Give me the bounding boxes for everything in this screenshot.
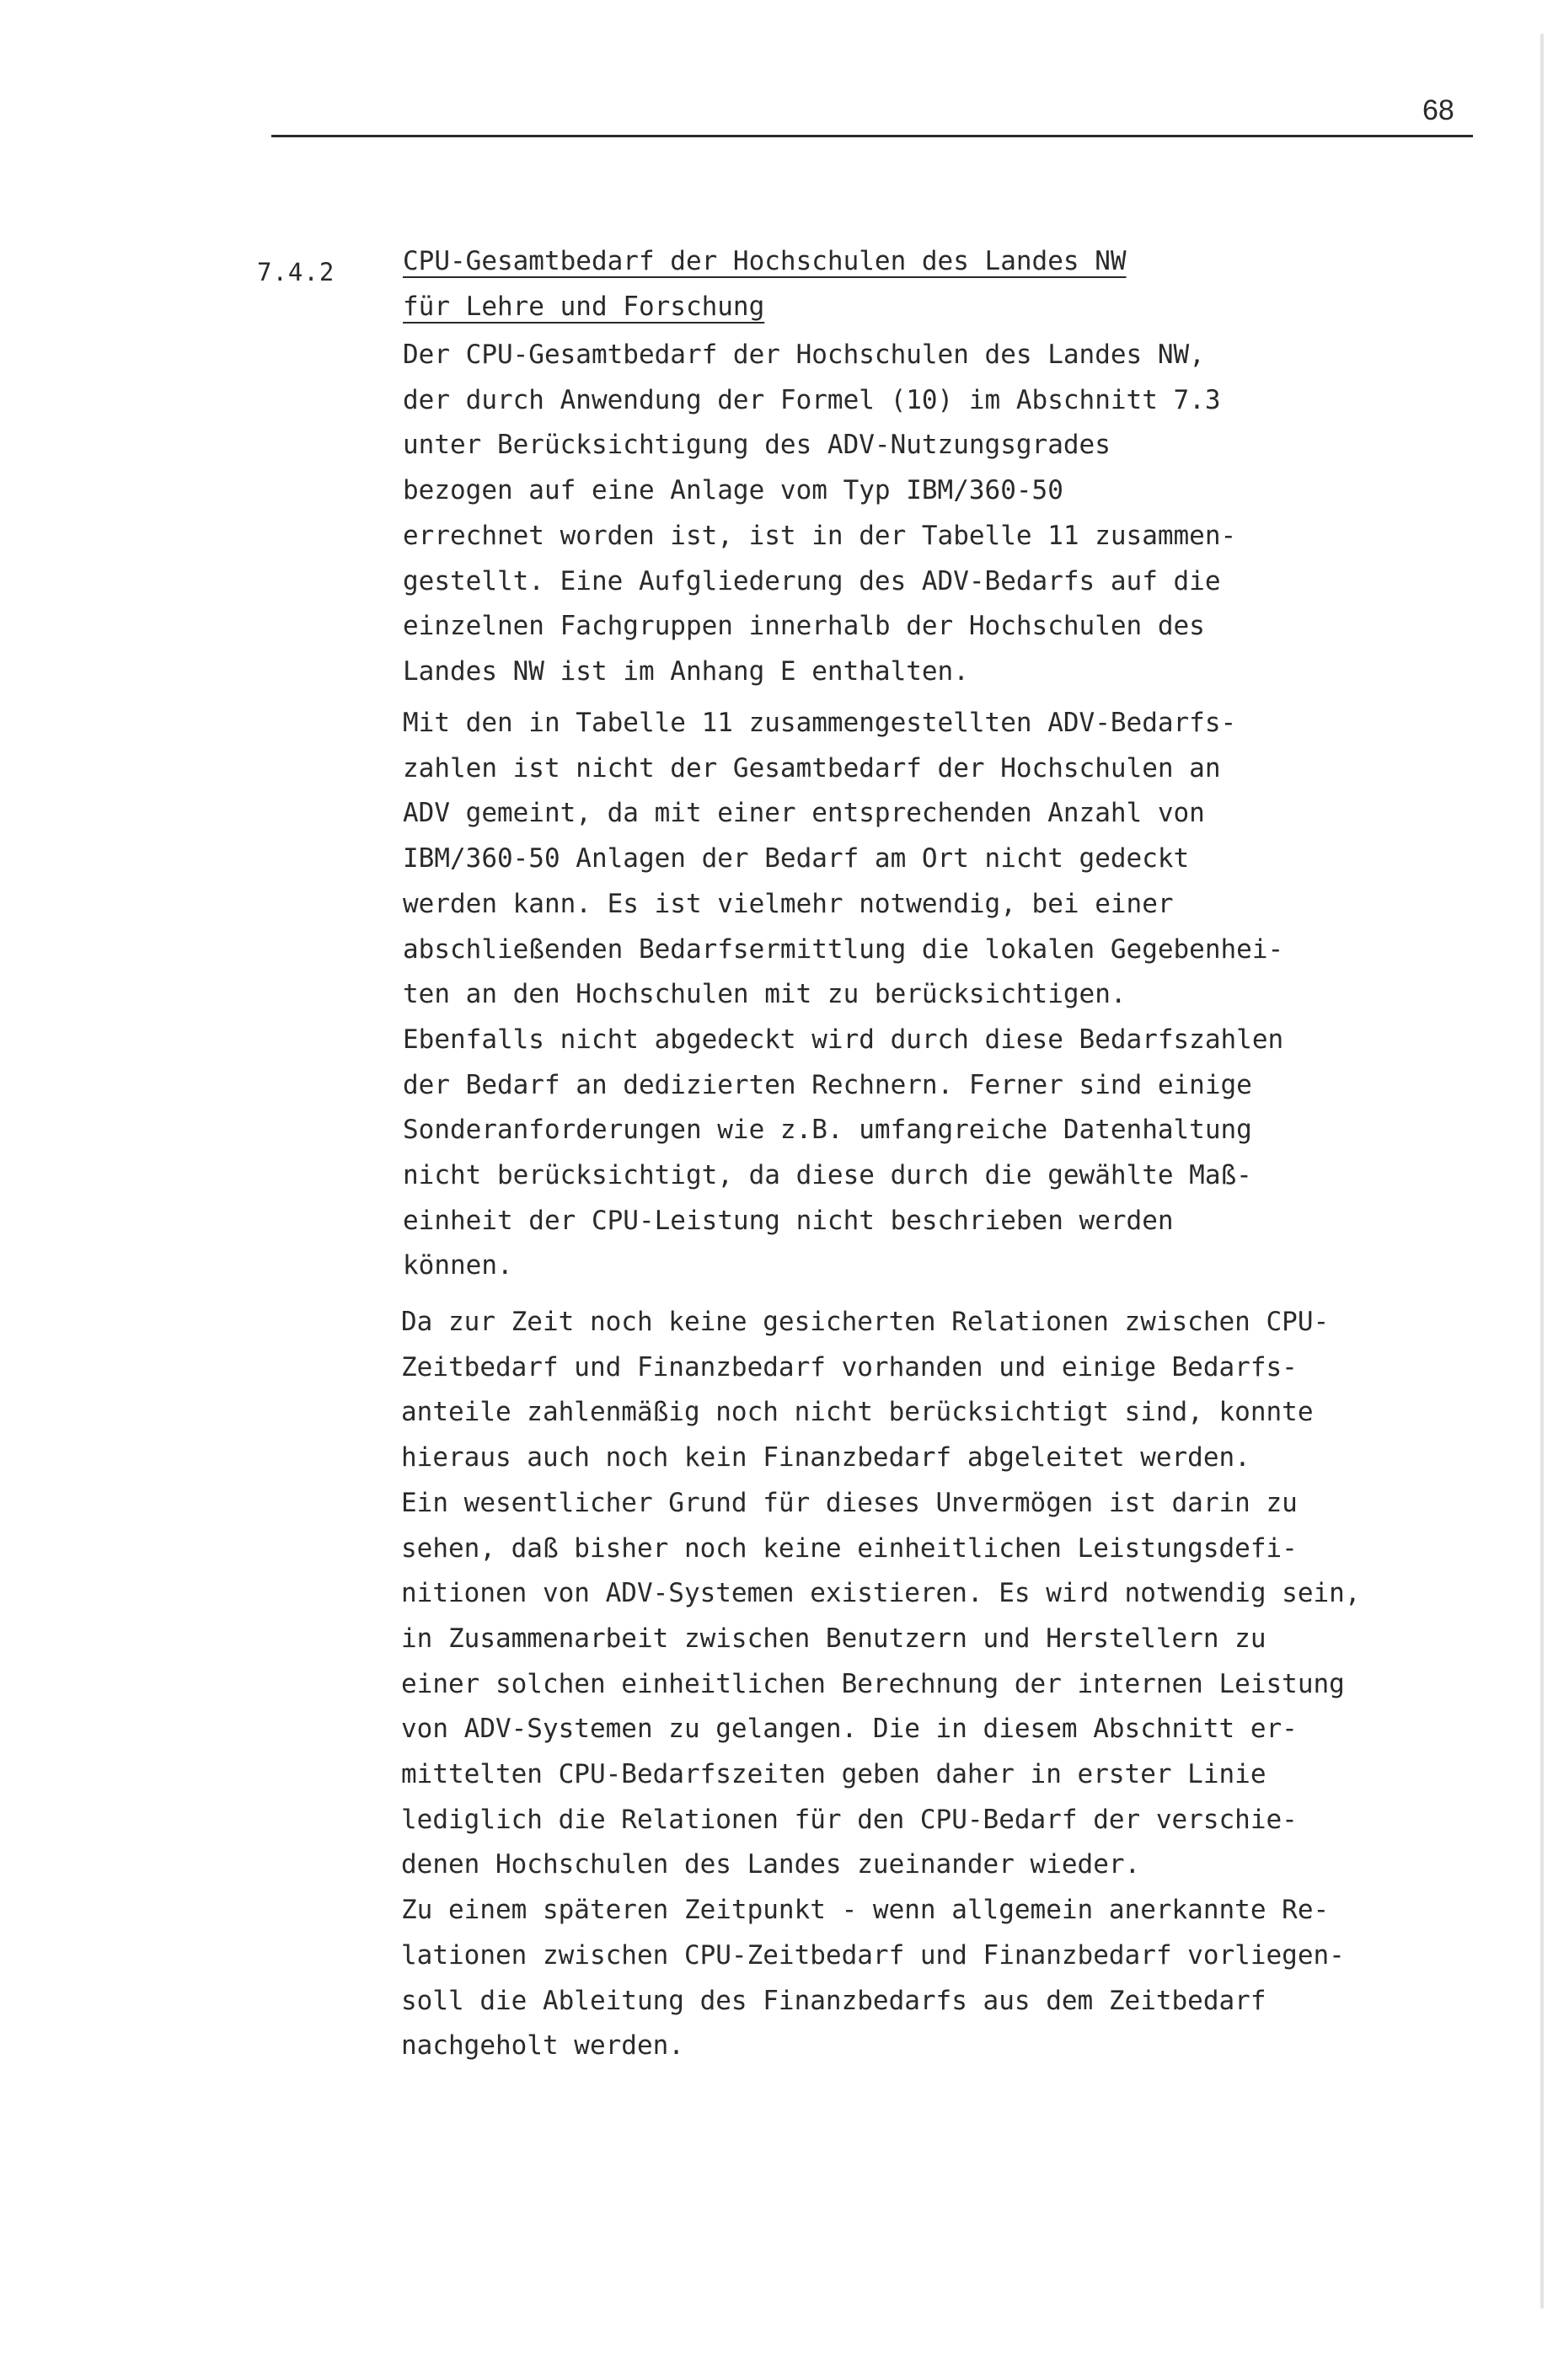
- text-line: einzelnen Fachgruppen innerhalb der Hochschulen des: [403, 611, 1205, 642]
- text-line: anteile zahlenmäßig noch nicht berücksichtigt sind, konnte: [401, 1397, 1314, 1428]
- text-line: nicht berücksichtigt, da diese durch die gewählte Maß-: [403, 1160, 1252, 1191]
- text-line: hieraus auch noch kein Finanzbedarf abgeleitet werden.: [401, 1442, 1250, 1473]
- text-line: soll die Ableitung des Finanzbedarfs aus dem Zeitbedarf: [401, 1985, 1266, 2016]
- paragraph-adv-bedarf-scope: [403, 701, 1283, 1289]
- text-line: Da zur Zeit noch keine gesicherten Relationen zwischen CPU-: [401, 1307, 1330, 1337]
- text-line: der Bedarf an dedizierten Rechnern. Ferner sind einige: [403, 1069, 1252, 1100]
- text-line: lationen zwischen CPU-Zeitbedarf und Finanzbedarf vorliegen-: [401, 1939, 1345, 1971]
- text-line: in Zusammenarbeit zwischen Benutzern und Herstellern zu: [401, 1623, 1266, 1654]
- text-line: bezogen auf eine Anlage vom Typ IBM/360-50: [403, 475, 1063, 506]
- text-line: errechnet worden ist, ist in der Tabelle 11 zusammen-: [403, 520, 1237, 551]
- page-edge-shadow: [1540, 34, 1544, 2308]
- text-line: sehen, daß bisher noch keine einheitlichen Leistungsdefi-: [401, 1532, 1298, 1564]
- section-title-line: für Lehre und Forschung: [403, 291, 765, 322]
- text-line: Mit den in Tabelle 11 zusammengestellten ADV-Bedarfs-: [403, 708, 1237, 738]
- paragraph-finanzbedarf: [401, 1300, 1360, 2069]
- text-line: Zu einem späteren Zeitpunkt - wenn allgemein anerkannte Re-: [401, 1895, 1330, 1926]
- paragraph-tabelle-11-summary: [403, 333, 1236, 695]
- text-line: einheit der CPU-Leistung nicht beschrieben werden: [403, 1205, 1174, 1236]
- text-line: IBM/360-50 Anlagen der Bedarf am Ort nicht gedeckt: [403, 843, 1190, 874]
- section-title: [403, 238, 1127, 329]
- text-line: Landes NW ist im Anhang E enthalten.: [403, 655, 969, 687]
- text-line: Der CPU-Gesamtbedarf der Hochschulen des Landes NW,: [403, 340, 1205, 370]
- text-line: Ein wesentlicher Grund für dieses Unvermögen ist darin zu: [401, 1487, 1298, 1518]
- text-line: nitionen von ADV-Systemen existieren. Es wird notwendig sein,: [401, 1578, 1361, 1609]
- text-line: lediglich die Relationen für den CPU-Bedarf der verschie-: [401, 1804, 1298, 1835]
- text-line: gestellt. Eine Aufgliederung des ADV-Bedarfs auf die: [403, 565, 1221, 596]
- text-line: abschließenden Bedarfsermittlung die lokalen Gegebenhei-: [403, 933, 1284, 965]
- section-title-line: CPU-Gesamtbedarf der Hochschulen des Landes NW: [403, 246, 1127, 276]
- text-line: können.: [403, 1250, 513, 1281]
- text-line: einer solchen einheitlichen Berechnung der internen Leistung: [401, 1668, 1345, 1699]
- text-line: Zeitbedarf und Finanzbedarf vorhanden und einige Bedarfs-: [401, 1351, 1298, 1383]
- text-line: der durch Anwendung der Formel (10) im Abschnitt 7.3: [403, 384, 1221, 415]
- text-line: Ebenfalls nicht abgedeckt wird durch diese Bedarfszahlen: [403, 1024, 1284, 1055]
- header-rule: [271, 135, 1473, 137]
- text-line: unter Berücksichtigung des ADV-Nutzungsgrades: [403, 430, 1111, 461]
- text-line: denen Hochschulen des Landes zueinander wieder.: [401, 1849, 1141, 1880]
- text-line: ten an den Hochschulen mit zu berücksichtigen.: [403, 979, 1127, 1010]
- text-line: zahlen ist nicht der Gesamtbedarf der Hochschulen an: [403, 752, 1221, 784]
- text-line: ADV gemeint, da mit einer entsprechenden Anzahl von: [403, 798, 1205, 829]
- text-line: Sonderanforderungen wie z.B. umfangreiche Datenhaltung: [403, 1115, 1252, 1146]
- text-line: nachgeholt werden.: [401, 2030, 684, 2062]
- section-number: 7.4.2: [257, 258, 335, 286]
- text-line: mittelten CPU-Bedarfszeiten geben daher in erster Linie: [401, 1759, 1266, 1790]
- page-number: 68: [1422, 94, 1454, 126]
- text-line: von ADV-Systemen zu gelangen. Die in diesem Abschnitt er-: [401, 1714, 1298, 1745]
- text-line: werden kann. Es ist vielmehr notwendig, bei einer: [403, 888, 1174, 919]
